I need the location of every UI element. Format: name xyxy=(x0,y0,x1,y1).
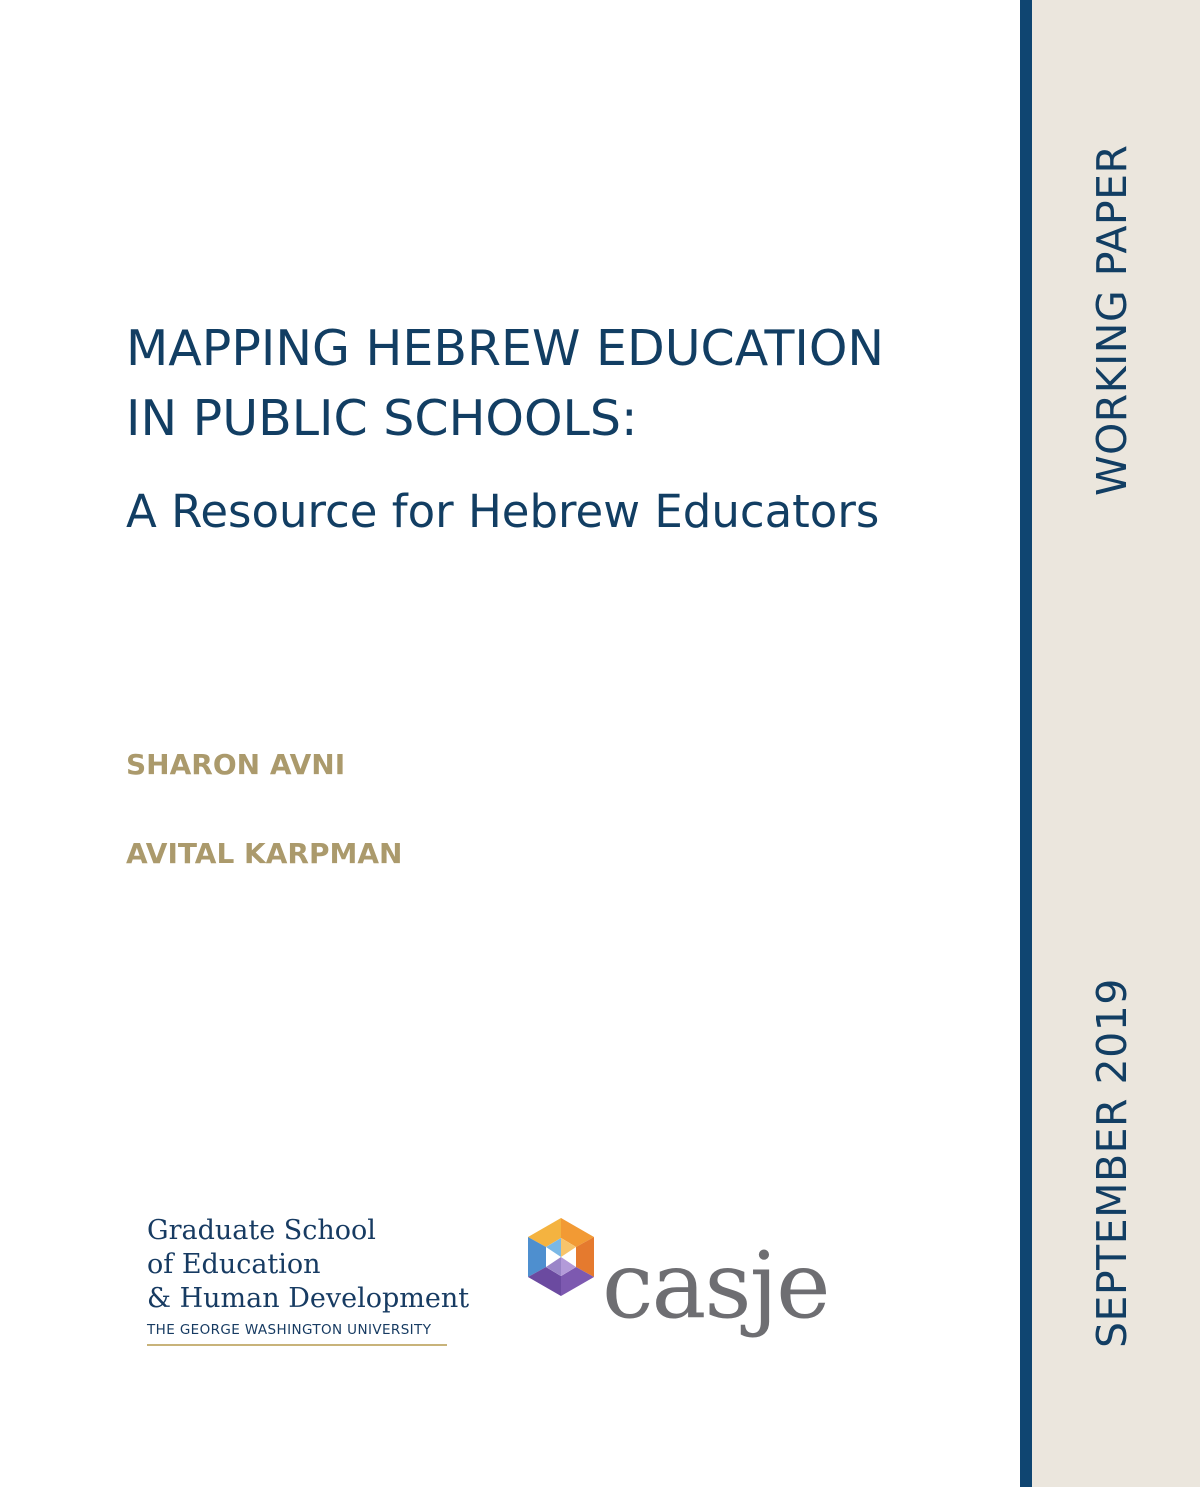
author-1: SHARON AVNI xyxy=(126,748,346,781)
author-2: AVITAL KARPMAN xyxy=(126,837,403,870)
gsehd-line-3: & Human Development xyxy=(147,1283,470,1314)
gsehd-line-1: Graduate School xyxy=(147,1215,376,1246)
gsehd-logo xyxy=(147,1214,470,1346)
title-line-1: MAPPING HEBREW EDUCATION xyxy=(126,320,885,377)
gwu-name: THE GEORGE WASHINGTON UNIVERSITY xyxy=(147,1322,447,1346)
document-title xyxy=(126,314,884,454)
working-paper-label: WORKING PAPER xyxy=(1088,144,1136,496)
title-line-2: IN PUBLIC SCHOOLS: xyxy=(126,390,638,447)
publication-date: SEPTEMBER 2019 xyxy=(1088,978,1136,1348)
document-subtitle: A Resource for Hebrew Educators xyxy=(126,485,880,538)
casje-logo xyxy=(524,1216,844,1356)
casje-wordmark: casje xyxy=(602,1232,829,1339)
sidebar-rule xyxy=(1020,0,1032,1487)
hexagon-star-icon xyxy=(524,1216,598,1300)
gsehd-line-2: of Education xyxy=(147,1249,321,1280)
